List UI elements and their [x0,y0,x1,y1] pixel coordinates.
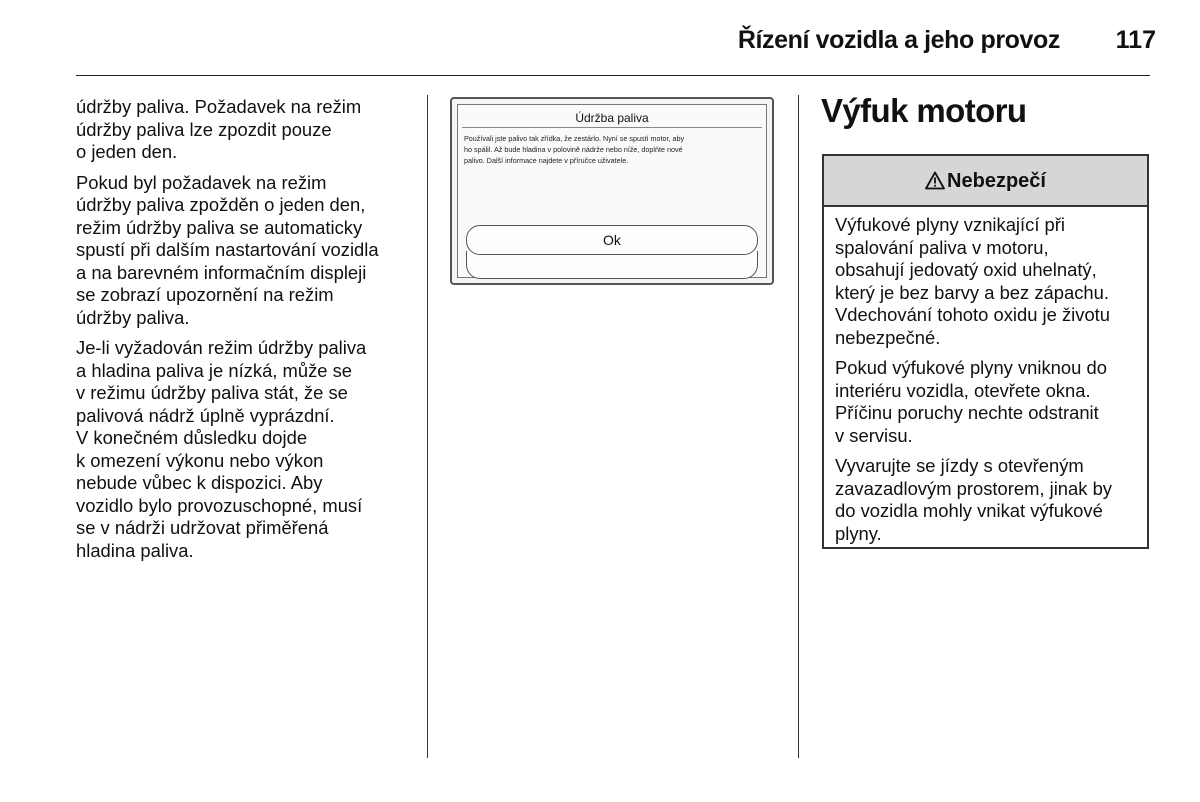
header-title: Řízení vozidla a jeho provoz [737,26,1060,54]
danger-body [824,207,1147,545]
paragraph: Je-li vyžadován režim údržby paliva a hladina paliva je nízká, může se v režimu údržby paliva stát, že se palivová nádrž úplně vyprázdní. V konečném důsledku dojde k omezení výkonu nebo výkon nebude vůbec k dispozici. Aby vozidlo bylo provozuschopné, musí se v nádrži udržovat přiměřená hladina paliva. [76,337,367,561]
ok-button[interactable]: Ok [466,225,758,255]
display-title: Údržba paliva [575,111,649,125]
section-heading: Výfuk motoru [821,92,1027,129]
page-number: 117 [1115,26,1156,54]
column-divider-left [427,95,428,758]
paragraph: Vyvarujte se jízdy s otevřeným zavazadlovým prostorem, jinak by do vozidla mohly vnikat výfukové plyny. [835,455,1112,544]
paragraph: Pokud výfukové plyny vniknou do interiéru vozidla, otevřete okna. Příčinu poruchy nechte odstranit v servisu. [835,357,1107,446]
display-message: Používali jste palivo tak zřídka, že zestárlo. Nyní se spustí motor, aby ho spálil. Až bude hladina v polovině nádrže nebo níže, doplňte nové palivo. Další informace najdete v příručce uživatele. [464,134,685,165]
danger-label: Nebezpečí [947,170,1046,192]
paragraph: Pokud byl požadavek na režim údržby paliva zpožděn o jeden den, režim údržby paliva se automaticky spustí při dalším nastartování vozidla a na barevném informačním displeji se zobrazí upozornění na režim údržby paliva. [76,171,379,328]
display-screenshot [450,97,774,285]
left-column [76,96,416,570]
display-title-rule [462,127,762,128]
danger-warning-box [822,154,1149,549]
paragraph: údržby paliva. Požadavek na režim údržby paliva lze zpozdit pouze o jeden den. [76,96,362,162]
header-rule [76,75,1150,76]
display-screen [457,104,767,278]
warning-triangle-icon [925,171,945,190]
danger-header [824,156,1147,207]
column-divider-right [798,95,799,758]
paragraph: Výfukové plyny vznikající při spalování paliva v motoru, obsahují jedovatý oxid uhelnatý, který je bez barvy a bez zápachu. Vdechování tohoto oxidu je životu nebezpečné. [835,214,1111,348]
display-lower-bar [466,251,758,279]
